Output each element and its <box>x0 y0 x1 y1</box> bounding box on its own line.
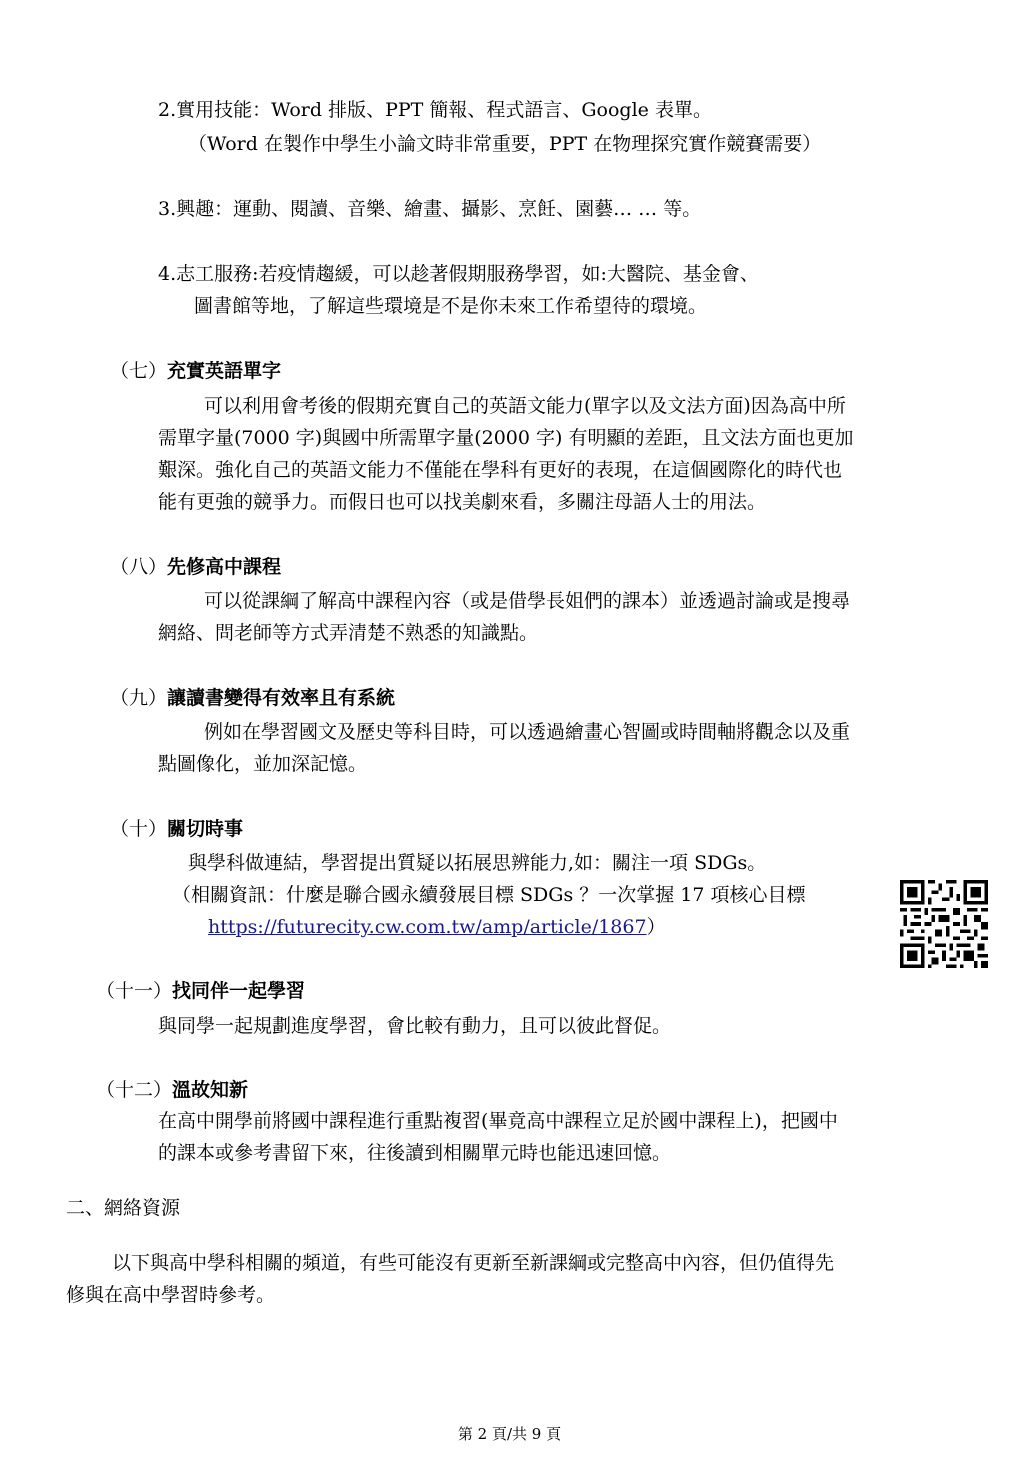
section-8-line-1: 可以從課綱了解高中課程內容（或是借學長姐們的課本）並透過討論或是搜尋 <box>204 590 851 612</box>
section-8-heading <box>110 554 281 580</box>
page-footer: 第 2 頁/共 9 頁 <box>457 1425 562 1443</box>
skills-line-1: 2.實用技能：Word 排版、PPT 簡報、程式語言、Google 表單。 <box>158 99 712 121</box>
section-11-heading <box>96 978 305 1004</box>
section-10-number: （十） <box>110 818 168 840</box>
section-8-title: 先修高中課程 <box>167 556 282 578</box>
part-2-line-2: 修與在高中學習時參考。 <box>66 1284 276 1306</box>
section-7-line-2: 需單字量(7000 字)與國中所需單字量(2000 字) 有明顯的差距，且文法方面也更加 <box>158 427 854 449</box>
skills-line-2: （Word 在製作中學生小論文時非常重要，PPT 在物理探究實作競賽需要） <box>188 133 822 155</box>
section-9-line-1: 例如在學習國文及歷史等科目時，可以透過繪畫心智圖或時間軸將觀念以及重 <box>204 721 851 743</box>
section-10-title: 關切時事 <box>167 818 244 840</box>
section-12-heading <box>96 1077 248 1103</box>
section-9-line-2: 點圖像化，並加深記憶。 <box>158 753 368 775</box>
section-10-heading <box>110 816 243 842</box>
section-8-number: （八） <box>110 556 168 578</box>
section-12-number: （十二） <box>96 1079 173 1101</box>
section-10-link-close: ） <box>646 916 666 938</box>
section-10-line-1: 與學科做連結，學習提出質疑以拓展思辨能力,如：關注一項 SDGs。 <box>188 852 767 874</box>
section-12-title: 溫故知新 <box>172 1079 249 1101</box>
section-7-line-1: 可以利用會考後的假期充實自己的英語文能力(單字以及文法方面)因為高中所 <box>204 395 846 417</box>
section-10-line-2: （相關資訊：什麼是聯合國永續發展目標 SDGs ？一次掌握 17 項核心目標 <box>172 884 806 906</box>
section-7-line-4: 能有更強的競爭力。而假日也可以找美劇來看，多關注母語人士的用法。 <box>158 491 767 513</box>
section-8-line-2: 網絡、問老師等方式弄清楚不熟悉的知識點。 <box>158 622 539 644</box>
section-7-heading <box>110 358 281 384</box>
qr-code-image <box>900 880 988 968</box>
section-11-line-1: 與同學一起規劃進度學習，會比較有動力，且可以彼此督促。 <box>158 1015 672 1037</box>
sdgs-article-link[interactable]: https://futurecity.cw.com.tw/amp/article/1867 <box>208 916 647 938</box>
interest-line: 3.興趣：運動、閱讀、音樂、繪畫、攝影、烹飪、園藝… … 等。 <box>158 198 702 220</box>
section-11-title: 找同伴一起學習 <box>172 980 306 1002</box>
volunteer-line-2: 圖書館等地，了解這些環境是不是你未來工作希望待的環境。 <box>194 295 708 317</box>
section-10-link-line <box>208 914 666 940</box>
part-2-line-1: 以下與高中學科相關的頻道，有些可能沒有更新至新課綱或完整高中內容，但仍值得先 <box>112 1252 835 1274</box>
section-7-number: （七） <box>110 360 168 382</box>
section-7-line-3: 艱深。強化自己的英語文能力不僅能在學科有更好的表現，在這個國際化的時代也 <box>158 459 843 481</box>
section-9-number: （九） <box>110 687 168 709</box>
section-12-line-1: 在高中開學前將國中課程進行重點複習(畢竟高中課程立足於國中課程上)，把國中 <box>158 1110 838 1132</box>
section-9-title: 讓讀書變得有效率且有系統 <box>167 687 396 709</box>
section-12-line-2: 的課本或參考書留下來，往後讀到相關單元時也能迅速回憶。 <box>158 1142 672 1164</box>
volunteer-line-1: 4.志工服務:若疫情趨緩，可以趁著假期服務學習，如:大醫院、基金會、 <box>158 263 759 285</box>
section-11-number: （十一） <box>96 980 173 1002</box>
part-2-heading: 二、網絡資源 <box>66 1197 181 1219</box>
section-7-title: 充實英語單字 <box>167 360 282 382</box>
section-9-heading <box>110 685 395 711</box>
